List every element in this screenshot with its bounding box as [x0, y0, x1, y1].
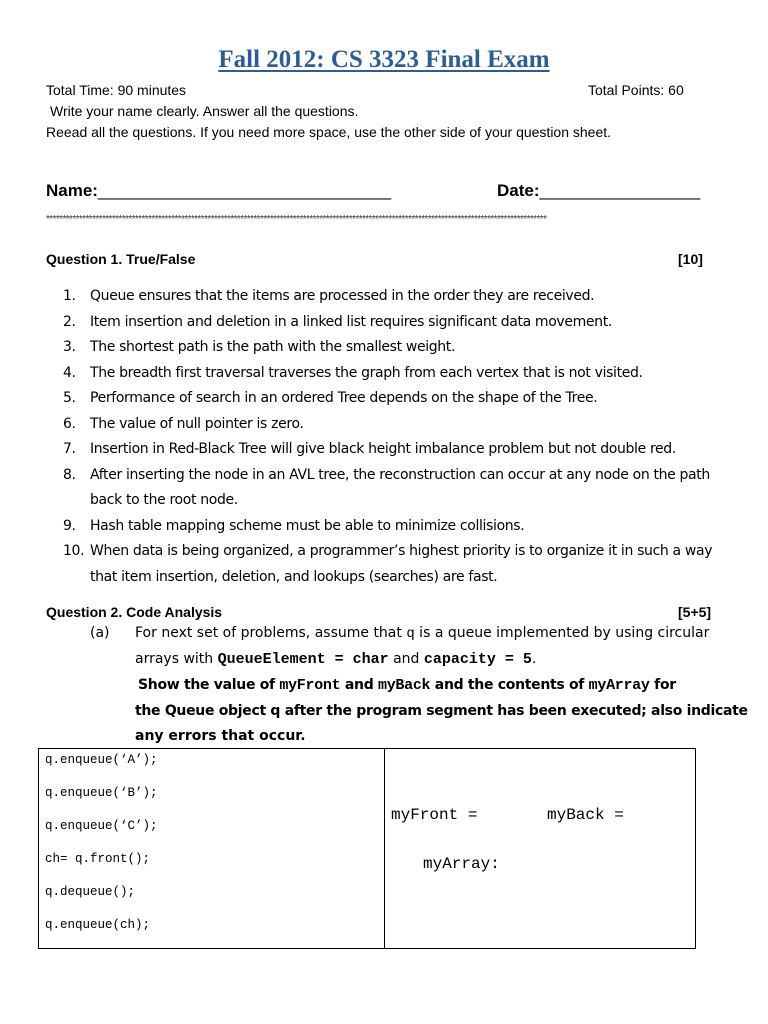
- intro-text: and: [388, 651, 424, 667]
- item-text: The breadth first traversal traverses the graph from each vertex that is not visited.: [90, 364, 643, 381]
- instruction-line-2: Reead all the questions. If you need more space, use the other side of your question sheet.: [46, 124, 612, 140]
- bold-text: and the contents of: [430, 677, 589, 693]
- queue-element-code: QueueElement = char: [217, 651, 389, 668]
- problem-intro-line-2: [135, 647, 536, 673]
- list-item: [63, 361, 728, 387]
- item-number: 5.: [63, 390, 76, 406]
- code-line: ch= q.front();: [45, 852, 151, 866]
- name-label: Name:: [46, 181, 98, 200]
- item-text: Performance of search in an ordered Tree depends on the shape of the Tree.: [90, 390, 598, 406]
- true-false-list: [63, 284, 728, 590]
- name-blank: _______________________________: [97, 181, 392, 200]
- list-item: [63, 463, 728, 514]
- item-text: The value of null pointer is zero.: [90, 415, 304, 432]
- instruction-line-1: Write your name clearly. Answer all the questions.: [50, 103, 359, 119]
- myfront-code: myFront: [279, 677, 341, 694]
- question1-points: [10]: [678, 251, 703, 267]
- instruction-bold-line-2: the Queue object q after the program segment has been executed; also indicate: [135, 703, 748, 719]
- list-item: [63, 514, 728, 540]
- date-field: [497, 181, 700, 201]
- item-number: 7.: [63, 441, 76, 457]
- instruction-bold-line-3: any errors that occur.: [135, 728, 306, 744]
- item-number: 9.: [63, 517, 76, 534]
- item-number: 10.: [63, 543, 85, 559]
- code-line: q.dequeue();: [45, 885, 136, 899]
- bold-text: and: [340, 677, 379, 693]
- list-item: [63, 335, 728, 361]
- list-item: [63, 386, 728, 412]
- list-item: [63, 412, 728, 438]
- intro-text: is a queue implemented by using circular: [414, 625, 710, 641]
- date-label: Date:: [497, 181, 540, 200]
- myfront-label: myFront =: [391, 806, 478, 824]
- capacity-code: capacity = 5: [423, 651, 532, 668]
- star-divider: ********************************************************************************************************************************************************: [46, 214, 547, 225]
- item-text: Insertion in Red-Black Tree will give black height imbalance problem but not double red.: [90, 441, 676, 457]
- exam-title: Fall 2012: CS 3323 Final Exam: [218, 46, 550, 73]
- queue-var: q: [406, 626, 415, 642]
- question1-heading: Question 1. True/False: [46, 251, 196, 267]
- total-time: Total Time: 90 minutes: [46, 82, 187, 98]
- part-label: (a): [90, 625, 110, 641]
- code-line: q.enqueue(‘B’);: [45, 786, 158, 800]
- myback-label: myBack =: [547, 806, 624, 824]
- code-line: q.enqueue(ch);: [45, 918, 151, 932]
- question2-points: [5+5]: [678, 604, 712, 620]
- item-number: 6.: [63, 415, 76, 432]
- code-line: q.enqueue(‘A’);: [45, 753, 158, 767]
- bold-text: Show the value of: [138, 677, 280, 693]
- intro-text: For next set of problems, assume that: [135, 625, 407, 641]
- item-text: The shortest path is the path with the smallest weight.: [90, 339, 456, 355]
- intro-text: arrays with: [135, 651, 218, 667]
- item-text: After inserting the node in an AVL tree, the reconstruction can occur at any node on the path back to the root node.: [90, 466, 710, 508]
- list-item: [63, 284, 728, 310]
- name-field: [46, 181, 391, 201]
- myarray-label: myArray:: [423, 855, 500, 873]
- item-text: Hash table mapping scheme must be able to minimize collisions.: [90, 517, 525, 534]
- intro-text: .: [531, 651, 537, 667]
- list-item: [63, 539, 728, 590]
- myback-code: myBack: [378, 677, 431, 694]
- item-text: Item insertion and deletion in a linked list requires significant data movement.: [90, 313, 612, 330]
- table-divider: [384, 749, 385, 948]
- code-analysis-table: [38, 748, 696, 949]
- myarray-code: myArray: [588, 677, 650, 694]
- item-text: When data is being organized, a programmer’s highest priority is to organize it in such a way that item insertion, deletion, and lookups (searches) are fast.: [90, 543, 713, 585]
- question2-heading: Question 2. Code Analysis: [46, 604, 223, 620]
- total-points: Total Points: 60: [588, 82, 684, 98]
- list-item: [63, 310, 728, 336]
- item-number: 2.: [63, 313, 76, 330]
- date-blank: _________________: [539, 181, 701, 200]
- item-text: Queue ensures that the items are processed in the order they are received.: [90, 288, 595, 304]
- problem-intro-line-1: [135, 621, 709, 648]
- list-item: [63, 437, 728, 463]
- instruction-bold-line-1: [138, 673, 676, 699]
- bold-text: for: [649, 677, 676, 693]
- item-number: 4.: [63, 364, 76, 381]
- item-number: 1.: [63, 288, 76, 304]
- item-number: 3.: [63, 339, 76, 355]
- item-number: 8.: [63, 466, 76, 483]
- code-line: q.enqueue(‘C’);: [45, 819, 158, 833]
